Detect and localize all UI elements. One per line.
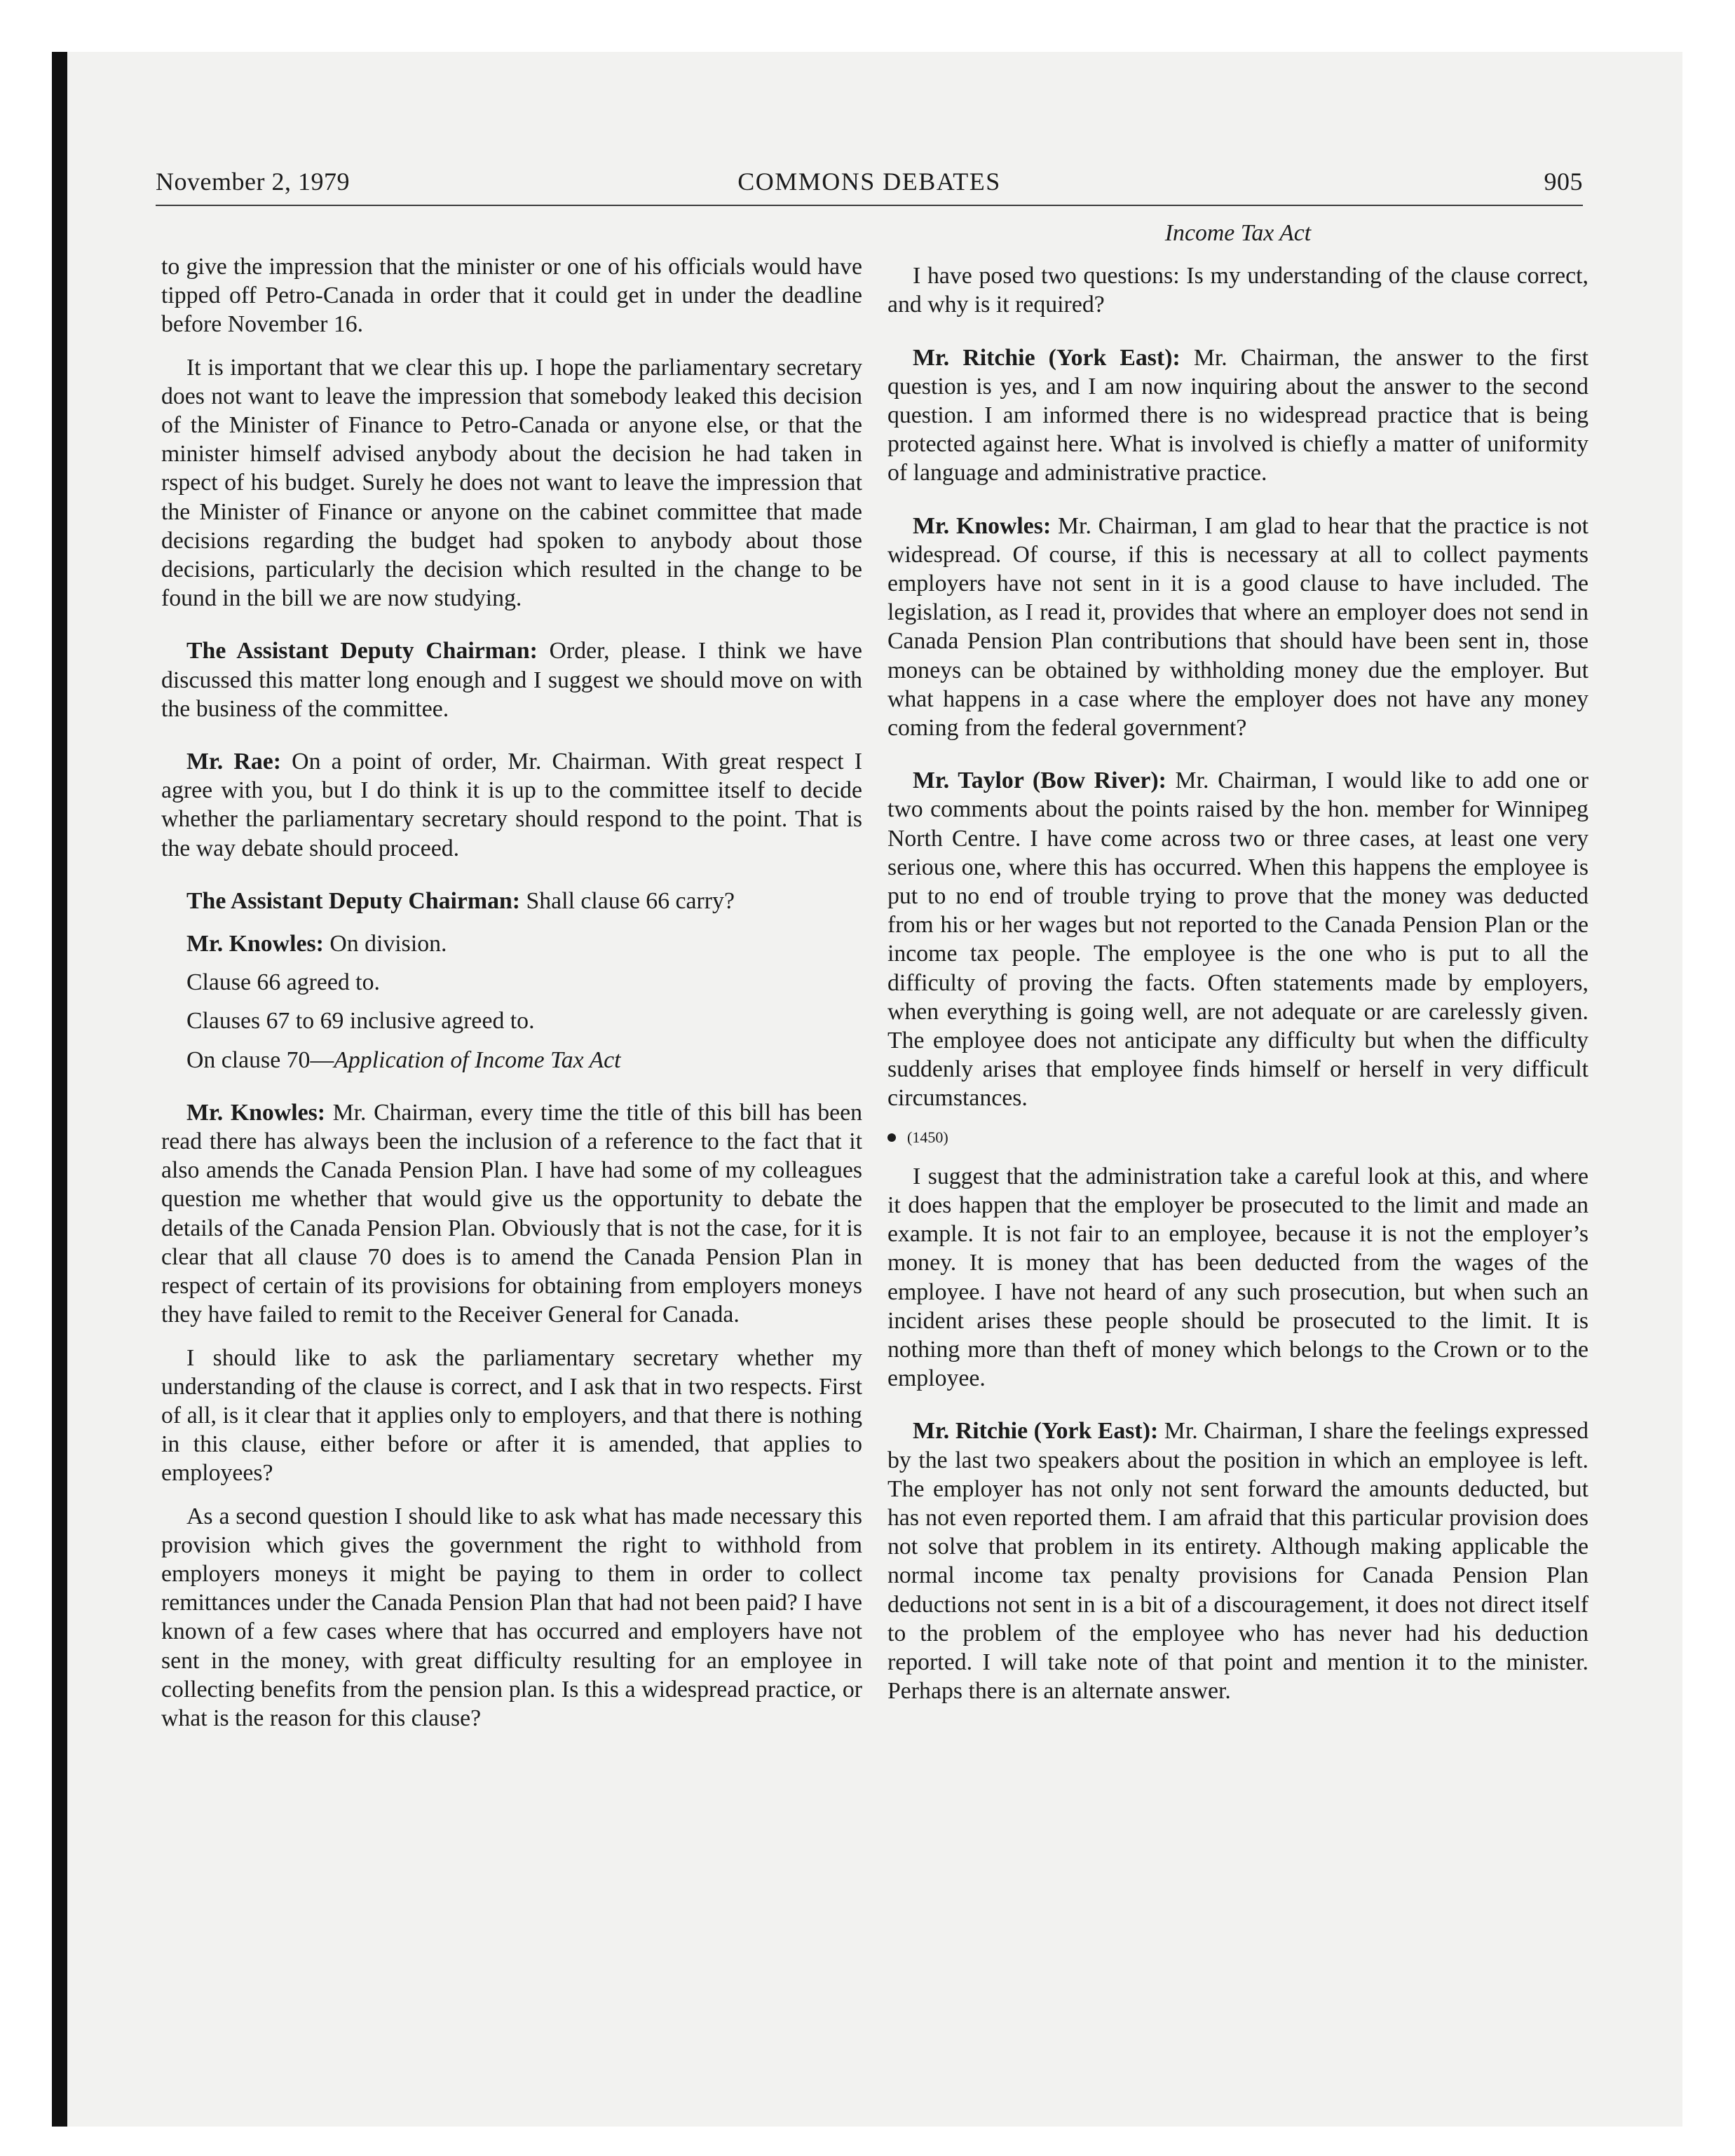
timestamp-text: (1450) — [907, 1128, 948, 1146]
paragraph: I suggest that the administration take a careful look at this, and where it does happen that the employer be prosecuted to the limit and made an example. It is not fair to an employee, because it is not the employer’s money. It is money that has been deducted from the wages of the employee. I have not heard of any such prosecution, but when such an incident arises these people should be prosecuted to the limit. It is nothing more than theft of money which belongs to the Crown or to the employee. — [887, 1163, 1588, 1392]
paragraph: It is important that we clear this up. I hope the parliamentary secretary does not want to leave the impression that somebody leaked this decision of the Minister of Finance to Petro-Canada or anyone else, or that the minister himself advised anybody about the decision he had taken in rspect of his budget. Surely he does not want to leave the impression that the Minister of Finance or anyone on the cabinet committee that made decisions regarding the budget had spoken to anybody about those decisions, particularly the decision which resulted in the change to be found in the bill we are now studying. — [161, 354, 862, 612]
bullet-icon — [887, 1133, 896, 1142]
speech-text: On a point of order, Mr. Chairman. With great respect I agree with you, but I do think it is up to the committee itself to decide whether the parliamentary secretary should respond to the point. That is the way debate should proceed. — [161, 749, 862, 861]
speaker-name: Mr. Knowles: — [186, 931, 324, 957]
left-column — [161, 252, 862, 1747]
paragraph: I should like to ask the parliamentary secretary whether my understanding of the clause is correct, and I ask that in two respects. First of all, is it clear that it applies only to employers, and that there is nothing in this clause, either before or after it is amended, that applies to employees? — [161, 1344, 862, 1487]
speech-text: Mr. Chairman, the answer to the first question is yes, and I am now inquiring about the answer to the second question. I am informed there is no widespread practice that is being protected against here. What is involved is chiefly a matter of uniformity of language and administrative practice. — [887, 344, 1588, 486]
clause-title: Application of Income Tax Act — [334, 1046, 621, 1073]
header-publication: COMMONS DEBATES — [737, 168, 1001, 196]
header-page-number: 905 — [1544, 168, 1583, 196]
speaker-name: Mr. Ritchie (York East): — [913, 344, 1181, 371]
speech — [887, 512, 1588, 743]
running-title: Income Tax Act — [1164, 220, 1312, 246]
speech-text: Mr. Chairman, I would like to add one or two comments about the points raised by the hon. member for Winnipeg North Centre. I have come across two or three cases, at least one very serious one, where this has occurred. When this happens the employee is put to no end of trouble trying to prove that the money was deducted from his or her wages but not reported to the Canada Pension Plan or the income tax people. The employee is the one who is put to all the difficulty of proving the facts. Often statements made by employers, when everything is going well, are not adequate or are carelessly given. The employee does not anticipate any difficulty but when the difficulty suddenly arises that employee finds himself or herself in very difficult circumstances. — [887, 767, 1588, 1112]
speech — [161, 747, 862, 863]
speech-text: Mr. Chairman, every time the title of this bill has been read there has always been the inclusion of a reference to the fact that it also amends the Canada Pension Plan. I have had some of my colleagues question me whether that would give us the opportunity to debate the details of the Canada Pension Plan. Obviously that is not the case, for it is clear that all clause 70 does is to amend the Canada Pension Plan in respect of certain of its provisions for obtaining from employers moneys they have failed to remit to the Receiver General for Canada. — [161, 1099, 862, 1328]
right-column — [887, 219, 1588, 1719]
proceeding-item: Clauses 67 to 69 inclusive agreed to. — [186, 1008, 535, 1035]
speech — [161, 636, 862, 723]
speech-text: Mr. Chairman, I am glad to hear that the practice is not widespread. Of course, if this is necessary at all to collect payments employers have not sent in it is a good clause to have included. The legislation, as I read it, provides that where an employer does not send in Canada Pension Plan contributions that should have been sent in, those moneys can be obtained by withholding money due the employer. But what happens in a case where the employer does not have any money coming from the federal government? — [887, 512, 1588, 742]
speech-text: Shall clause 66 carry? — [520, 887, 735, 914]
header-rule — [156, 205, 1583, 206]
speaker-name: Mr. Ritchie (York East): — [913, 1418, 1159, 1445]
speech-text: Mr. Chairman, I share the feelings expressed by the last two speakers about the position in which an employee is left. The employer has not only not sent forward the amounts deducted, but has not even reported them. I am afraid that this particular provision does not solve that problem in its entirety. Although making applicable the normal income tax penalty provisions for Canada Pension Plan deductions not sent in is a bit of a discouragement, it does not direct itself to the problem of the employee who has never had his deduction reported. I will take note of that point and mention it to the minister. Perhaps there is an alternate answer. — [887, 1418, 1588, 1705]
speech — [161, 1098, 862, 1330]
speaker-name: Mr. Knowles: — [913, 512, 1052, 539]
speech — [887, 343, 1588, 488]
header-date: November 2, 1979 — [156, 168, 350, 196]
speech-text: On division. — [323, 931, 447, 957]
speaker-name: Mr. Knowles: — [186, 1099, 326, 1126]
page-header — [156, 167, 1583, 207]
proceeding-item: Clause 66 agreed to. — [186, 969, 380, 996]
clause-prefix: On clause 70— — [186, 1046, 334, 1073]
time-marker — [887, 1127, 1588, 1148]
binding-edge — [52, 52, 67, 2127]
speech — [161, 887, 862, 915]
speaker-name: The Assistant Deputy Chairman: — [186, 887, 521, 914]
speech — [161, 929, 862, 958]
speaker-name: The Assistant Deputy Chairman: — [186, 638, 538, 664]
paragraph: As a second question I should like to ask what has made necessary this provision which gives the government the right to withhold from employers moneys it might be paying to them in order to collect remittances under the Canada Pension Plan that had not been paid? I have known of a few cases where that has occurred and employers have not sent in the money, with great difficulty resulting for an employee in collecting benefits from the pension plan. Is this a widespread practice, or what is the reason for this clause? — [161, 1503, 862, 1731]
speaker-name: Mr. Rae: — [186, 749, 281, 775]
speech — [887, 1417, 1588, 1705]
speech-text: Order, please. I think we have discussed this matter long enough and I suggest we should move on with the business of the committee. — [161, 638, 862, 722]
paragraph: I have posed two questions: Is my understanding of the clause correct, and why is it required? — [887, 263, 1588, 318]
proceeding-item — [161, 1046, 862, 1074]
speaker-name: Mr. Taylor (Bow River): — [913, 767, 1166, 794]
speech — [887, 766, 1588, 1112]
paragraph: to give the impression that the minister or one of his officials would have tipped off Petro-Canada in order that it could get in under the deadline before November 16. — [161, 254, 862, 338]
